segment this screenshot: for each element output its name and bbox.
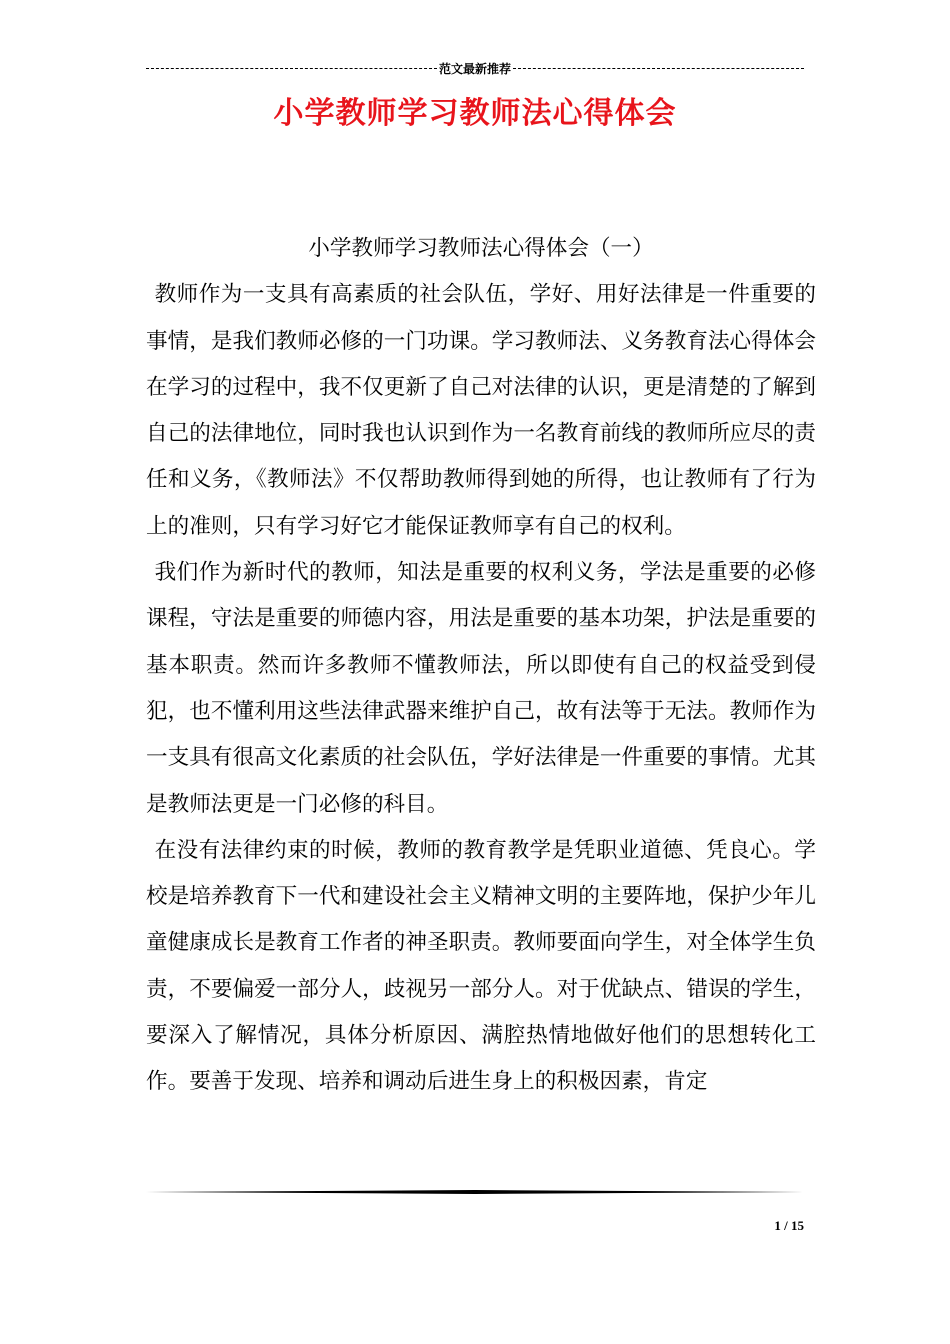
footer-rule xyxy=(146,1190,804,1194)
header-dash-right xyxy=(513,68,804,69)
paragraph-1: 教师作为一支具有高素质的社会队伍，学好、用好法律是一件重要的事情，是我们教师必修的一门功课。学习教师法、义务教育法心得体会在学习的过程中，我不仅更新了自己对法律的认识，更是清楚的了解到自己的法律地位，同时我也认识到作为一名教育前线的教师所应尽的责任和义务，《教师法》不仅帮助教师得到她的所得，也让教师有了行为上的准则，只有学习好它才能保证教师享有自己的权利。 xyxy=(146,282,816,539)
paragraph-3: 在没有法律约束的时候，教师的教育教学是凭职业道德、凭良心。学校是培养教育下一代和建设社会主义精神文明的主要阵地，保护少年儿童健康成长是教育工作者的神圣职责。教师要面向学生，对全体学生负责，不要偏爱一部分人，歧视另一部分人。对于优缺点、错误的学生，要深入了解情况，具体分析原因、满腔热情地做好他们的思想转化工作。要善于发现、培养和调动后进生身上的积极因素，肯定 xyxy=(146,837,816,1095)
footer-rule-graphic xyxy=(146,1190,804,1194)
document-title: 小学教师学习教师法心得体会 xyxy=(273,96,677,131)
header-label: 范文最新推荐 xyxy=(439,61,512,76)
document-body xyxy=(146,226,816,1106)
document-subtitle: 小学教师学习教师法心得体会（一） xyxy=(308,236,654,261)
page-header xyxy=(146,58,804,78)
page-number: 1 / 15 xyxy=(774,1218,804,1233)
paragraph-2: 我们作为新时代的教师，知法是重要的权利义务，学法是重要的必修课程，守法是重要的师德内容，用法是重要的基本功架，护法是重要的基本职责。然而许多教师不懂教师法，所以即使有自己的权益受到侵犯，也不懂利用这些法律武器来维护自己，故有法等于无法。教师作为一支具有很高文化素质的社会队伍，学好法律是一件重要的事情。尤其是教师法更是一门必修的科目。 xyxy=(146,560,816,817)
header-dash-left xyxy=(146,68,437,69)
